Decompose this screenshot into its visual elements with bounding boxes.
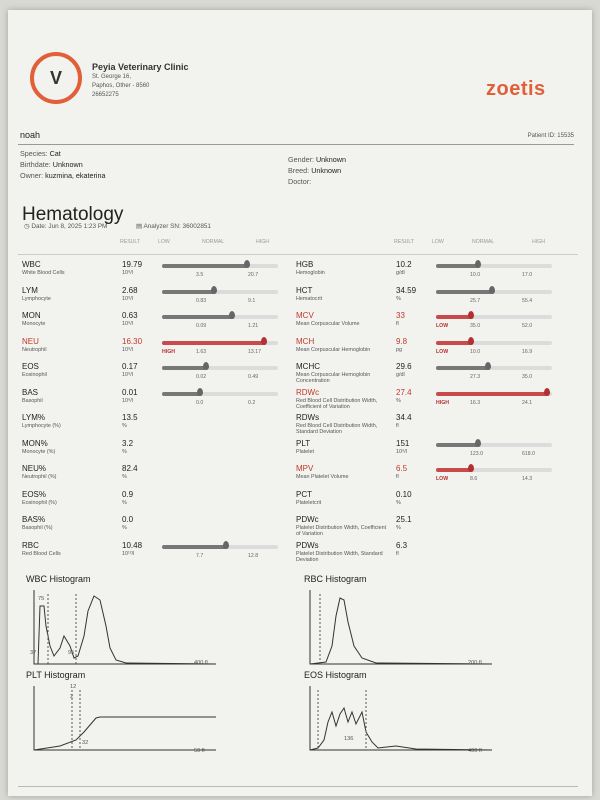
result-row-eos-pct <box>22 490 292 516</box>
col-result-left: RESULT <box>120 239 141 245</box>
gender-value: Unknown <box>315 155 346 164</box>
footer-divider <box>18 786 578 787</box>
clinic-name: Peyia Veterinary Clinic <box>92 62 189 72</box>
eos-histogram-end: 400 fl <box>468 748 482 754</box>
test-value: 10.2 <box>396 260 412 269</box>
result-marker-icon <box>229 311 235 319</box>
test-code: HGB <box>296 260 314 269</box>
result-row-eos <box>22 362 292 388</box>
plt-histogram-end: 50 fl <box>194 748 205 754</box>
test-value: 34.4 <box>396 413 412 422</box>
high-limit: 12.8 <box>248 552 259 559</box>
test-description: Neutrophil <box>22 346 47 353</box>
test-value: 0.17 <box>122 362 138 371</box>
low-limit: 16.3 <box>470 399 481 406</box>
col-result-right: RESULT <box>394 239 415 245</box>
plt-histogram-title: PLT Histogram <box>26 670 86 680</box>
test-description: Eosinophil (%) <box>22 499 57 506</box>
test-code: PDWs <box>296 540 319 550</box>
test-unit: % <box>122 423 127 429</box>
test-value: 0.01 <box>122 387 138 397</box>
test-code: MCV <box>296 311 314 320</box>
wbc-mark-1: 37 <box>30 650 37 656</box>
range-bar <box>436 392 552 396</box>
result-marker-icon <box>197 388 203 396</box>
test-unit: % <box>122 525 127 531</box>
test-code: NEU% <box>22 464 47 473</box>
high-limit: 0.49 <box>248 374 259 380</box>
logo-letter: V <box>49 67 62 88</box>
analyzer-icon: ▤ <box>136 223 143 230</box>
test-description: Mean Corpuscular Hemoglobin Concentration <box>296 372 371 384</box>
wbc-histogram-end: 400 fl <box>194 660 208 666</box>
results-right-column <box>296 260 572 580</box>
test-description: Basophil (%) <box>22 525 53 531</box>
birthdate-label: Birthdate: <box>20 160 51 169</box>
result-row-rbc <box>22 541 292 567</box>
test-value: 10.48 <box>122 540 143 550</box>
low-limit: 123.0 <box>470 450 483 457</box>
test-unit: fl <box>396 423 399 429</box>
result-marker-icon <box>468 464 474 472</box>
test-value: 9.8 <box>396 336 408 346</box>
high-limit: 17.0 <box>522 272 533 278</box>
page-title: Hematology <box>22 204 124 225</box>
result-row-lym-pct <box>22 413 292 439</box>
range-bar-fill <box>436 443 478 447</box>
test-unit: fl <box>396 550 399 557</box>
result-flag: LOW <box>436 323 449 329</box>
col-normal-right: NORMAL <box>472 239 495 245</box>
result-marker-icon <box>468 337 474 345</box>
test-code: MCH <box>296 336 315 346</box>
result-marker-icon <box>475 439 481 447</box>
test-code: MON% <box>22 438 48 448</box>
test-unit: g/dl <box>396 270 405 276</box>
range-bar <box>162 290 278 294</box>
result-row-pdwc <box>296 515 572 541</box>
patient-bar <box>18 130 574 145</box>
test-description: Platelet Distribution Width, Coefficient of Variation <box>296 525 387 537</box>
test-description: Basophil <box>22 397 43 404</box>
patient-id: Patient ID: 15535 <box>527 133 574 139</box>
gender-label: Gender: <box>288 155 314 164</box>
range-bar <box>436 315 552 319</box>
wbc-mark-3: 95 <box>68 650 75 656</box>
low-limit: 10.0 <box>470 272 481 278</box>
clinic-phone: 26652275 <box>92 92 119 98</box>
doctor-label: Doctor: <box>288 177 312 186</box>
high-limit: 52.0 <box>522 323 533 329</box>
range-bar-fill <box>162 341 264 345</box>
range-bar-fill <box>162 290 214 294</box>
result-marker-icon <box>203 362 209 370</box>
test-value: 25.1 <box>396 515 412 524</box>
range-bar <box>162 341 278 345</box>
test-description: Mean Corpuscular Hemoglobin <box>296 346 371 353</box>
range-bar <box>436 366 552 370</box>
result-row-bas <box>22 388 292 414</box>
result-row-pdws <box>296 541 572 567</box>
low-limit: 0.0 <box>196 399 204 406</box>
test-description: Eosinophil <box>22 372 47 378</box>
high-limit: 24.1 <box>522 399 533 406</box>
test-value: 16.30 <box>122 336 143 346</box>
analyzer-text: Analyzer SN: 36002851 <box>143 223 211 230</box>
test-unit: 10¹²/l <box>122 550 135 557</box>
test-code: BAS% <box>22 515 46 524</box>
high-limit: 618.0 <box>522 450 535 457</box>
patient-name: noah <box>20 130 41 140</box>
low-limit: 7.7 <box>196 552 204 559</box>
test-description: Plateletcrit <box>296 499 322 506</box>
report-analyzer <box>136 222 211 230</box>
test-description: Red Blood Cell Distribution Width, Coefficient of Variation <box>296 397 378 410</box>
range-bar-fill <box>436 264 478 268</box>
low-limit: 3.5 <box>196 272 204 278</box>
low-limit: 8.6 <box>470 476 478 482</box>
rbc-histogram <box>306 586 496 668</box>
range-bar-fill <box>162 545 226 549</box>
result-row-neu-pct <box>22 464 292 490</box>
test-unit: pg <box>396 346 402 353</box>
breed-value: Unknown <box>311 166 342 175</box>
rbc-histogram-title: RBC Histogram <box>304 574 367 584</box>
result-marker-icon <box>223 541 229 549</box>
result-flag: LOW <box>436 348 449 355</box>
test-code: EOS <box>22 362 39 371</box>
high-limit: 1.21 <box>248 323 259 329</box>
result-marker-icon <box>489 286 495 294</box>
wbc-histogram-title: WBC Histogram <box>26 574 91 584</box>
test-unit: 10⁹/l <box>122 346 133 353</box>
range-bar <box>162 366 278 370</box>
test-code: RBC <box>22 540 39 550</box>
test-code: EOS% <box>22 489 47 499</box>
owner-label: Owner: <box>20 171 44 180</box>
test-code: PCT <box>296 489 312 499</box>
col-high-left: HIGH <box>256 239 269 245</box>
patient-info-right <box>288 154 346 187</box>
result-flag: HIGH <box>436 399 449 406</box>
test-unit: fl <box>396 474 399 480</box>
range-bar <box>436 264 552 268</box>
test-code: MPV <box>296 464 314 473</box>
test-value: 0.63 <box>122 311 138 320</box>
patient-info-left <box>20 148 106 181</box>
wbc-mark-2: 75 <box>38 596 45 602</box>
test-value: 0.0 <box>122 515 134 524</box>
test-value: 82.4 <box>122 464 138 473</box>
brand-logo: zoetis <box>486 78 546 100</box>
report-sheet <box>8 10 592 796</box>
result-row-mchc <box>296 362 572 388</box>
result-marker-icon <box>485 362 491 370</box>
test-code: RDWc <box>296 387 320 397</box>
result-marker-icon <box>475 260 481 268</box>
test-description: Platelet <box>296 448 314 455</box>
eos-histogram-title: EOS Histogram <box>304 670 367 680</box>
range-bar-fill <box>162 315 232 319</box>
test-unit: % <box>396 499 401 506</box>
eos-mark-1: 136 <box>344 736 354 742</box>
test-value: 34.59 <box>396 285 417 295</box>
test-code: BAS <box>22 387 39 397</box>
test-value: 2.68 <box>122 285 138 295</box>
result-flag: HIGH <box>162 348 175 355</box>
species-value: Cat <box>49 149 61 158</box>
test-description: Lymphocyte (%) <box>22 423 61 429</box>
result-row-mon-pct <box>22 439 292 465</box>
result-marker-icon <box>261 337 267 345</box>
test-code: NEU <box>22 336 39 346</box>
report-date-text: Date: Jun 8, 2025 1:23 PM <box>31 223 108 230</box>
range-bar-fill <box>436 366 488 370</box>
test-code: MON <box>22 311 41 320</box>
test-description: Monocyte <box>22 321 46 327</box>
test-value: 0.9 <box>122 489 134 499</box>
species-label: Species: <box>20 149 48 158</box>
result-row-rdwc <box>296 388 572 414</box>
test-value: 19.79 <box>122 260 143 269</box>
result-row-pct <box>296 490 572 516</box>
low-limit: 1.63 <box>196 348 207 355</box>
result-row-mch <box>296 337 572 363</box>
plt-mark-2: 2 <box>70 694 74 700</box>
high-limit: 14.3 <box>522 476 533 482</box>
range-bar-fill <box>436 341 471 345</box>
range-bar <box>162 545 278 549</box>
test-code: PLT <box>296 438 311 448</box>
low-limit: 25.7 <box>470 297 481 304</box>
breed-label: Breed: <box>288 166 310 175</box>
range-bar <box>436 290 552 294</box>
range-bar-fill <box>162 392 200 396</box>
test-unit: % <box>122 499 127 506</box>
result-row-wbc <box>22 260 292 286</box>
high-limit: 0.2 <box>248 399 256 406</box>
header-divider <box>18 254 578 255</box>
test-code: RDWs <box>296 413 320 422</box>
test-unit: % <box>396 295 401 302</box>
test-code: WBC <box>22 260 41 269</box>
test-unit: % <box>396 525 401 531</box>
test-unit: 10⁹/l <box>122 270 133 276</box>
birthdate-value: Unknown <box>52 160 83 169</box>
report-date <box>24 222 107 230</box>
clinic-logo <box>30 52 82 104</box>
low-limit: 0.02 <box>196 374 207 380</box>
result-flag: LOW <box>436 476 449 482</box>
test-code: HCT <box>296 285 313 295</box>
clinic-address-2: Paphos, Other - 8560 <box>92 83 150 89</box>
test-value: 27.4 <box>396 387 412 397</box>
test-unit: 10⁹/l <box>396 448 407 455</box>
test-unit: % <box>122 474 127 480</box>
range-bar-fill <box>436 290 492 294</box>
range-bar-fill <box>162 264 247 268</box>
low-limit: 0.09 <box>196 323 207 329</box>
low-limit: 0.83 <box>196 297 207 304</box>
plt-histogram <box>30 682 220 754</box>
result-row-plt <box>296 439 572 465</box>
high-limit: 35.0 <box>522 374 533 380</box>
test-unit: 10⁹/l <box>122 397 133 404</box>
result-marker-icon <box>211 286 217 294</box>
result-row-mpv <box>296 464 572 490</box>
test-description: Red Blood Cell Distribution Width, Standard Deviation <box>296 423 378 435</box>
result-row-mon <box>22 311 292 337</box>
test-description: Neutrophil (%) <box>22 474 57 480</box>
result-marker-icon <box>244 260 250 268</box>
result-marker-icon <box>468 311 474 319</box>
test-description: Platelet Distribution Width, Standard Deviation <box>296 550 383 563</box>
range-bar-fill <box>436 392 547 396</box>
test-description: White Blood Cells <box>22 270 65 276</box>
test-description: Red Blood Cells <box>22 550 61 557</box>
low-limit: 27.3 <box>470 374 481 380</box>
plt-mark-1: 12 <box>70 684 77 690</box>
range-bar <box>162 392 278 396</box>
range-bar <box>436 443 552 447</box>
owner-value: kuzmina, ekaterina <box>45 171 106 180</box>
col-normal-left: NORMAL <box>202 239 225 245</box>
test-description: Hematocrit <box>296 295 323 302</box>
result-row-hct <box>296 286 572 312</box>
test-code: PDWc <box>296 515 319 524</box>
results-left-column <box>22 260 292 580</box>
test-description: Mean Corpuscular Volume <box>296 321 360 327</box>
col-high-right: HIGH <box>532 239 545 245</box>
test-description: Monocyte (%) <box>22 448 56 455</box>
col-low-left: LOW <box>158 239 170 245</box>
low-limit: 35.0 <box>470 323 481 329</box>
range-bar <box>436 341 552 345</box>
test-value: 6.3 <box>396 540 408 550</box>
test-value: 151 <box>396 438 410 448</box>
test-unit: 10⁹/l <box>122 295 133 302</box>
high-limit: 16.9 <box>522 348 533 355</box>
test-value: 6.5 <box>396 464 408 473</box>
test-code: LYM% <box>22 413 45 422</box>
eos-histogram <box>306 682 496 754</box>
test-unit: % <box>122 448 127 455</box>
range-bar-fill <box>436 468 471 472</box>
range-bar <box>162 315 278 319</box>
test-unit: % <box>396 397 401 404</box>
result-row-neu <box>22 337 292 363</box>
clinic-address-1: St. George 16, <box>92 74 132 80</box>
range-bar <box>162 264 278 268</box>
test-value: 33 <box>396 311 405 320</box>
clock-icon: ◷ <box>24 223 30 230</box>
high-limit: 13.17 <box>248 348 261 355</box>
test-value: 13.5 <box>122 413 138 422</box>
rbc-histogram-end: 200 fl <box>468 660 482 666</box>
range-bar-fill <box>162 366 206 370</box>
high-limit: 55.4 <box>522 297 533 304</box>
wbc-histogram <box>30 586 220 668</box>
plt-mark-3: 32 <box>82 740 89 746</box>
result-row-lym <box>22 286 292 312</box>
test-unit: 10⁹/l <box>122 321 133 327</box>
high-limit: 9.1 <box>248 297 256 304</box>
high-limit: 20.7 <box>248 272 259 278</box>
test-value: 0.10 <box>396 489 412 499</box>
test-value: 3.2 <box>122 438 134 448</box>
result-row-hgb <box>296 260 572 286</box>
result-marker-icon <box>544 388 550 396</box>
range-bar <box>436 468 552 472</box>
test-code: LYM <box>22 285 38 295</box>
col-low-right: LOW <box>432 239 444 245</box>
test-unit: g/dl <box>396 372 405 378</box>
result-row-mcv <box>296 311 572 337</box>
test-description: Lymphocyte <box>22 295 51 302</box>
result-row-rdws <box>296 413 572 439</box>
test-code: MCHC <box>296 362 320 371</box>
test-description: Hemoglobin <box>296 270 325 276</box>
test-value: 29.6 <box>396 362 412 371</box>
result-row-bas-pct <box>22 515 292 541</box>
test-unit: fl <box>396 321 399 327</box>
low-limit: 10.0 <box>470 348 481 355</box>
range-bar-fill <box>436 315 471 319</box>
test-unit: 10⁹/l <box>122 372 133 378</box>
test-description: Mean Platelet Volume <box>296 474 349 480</box>
